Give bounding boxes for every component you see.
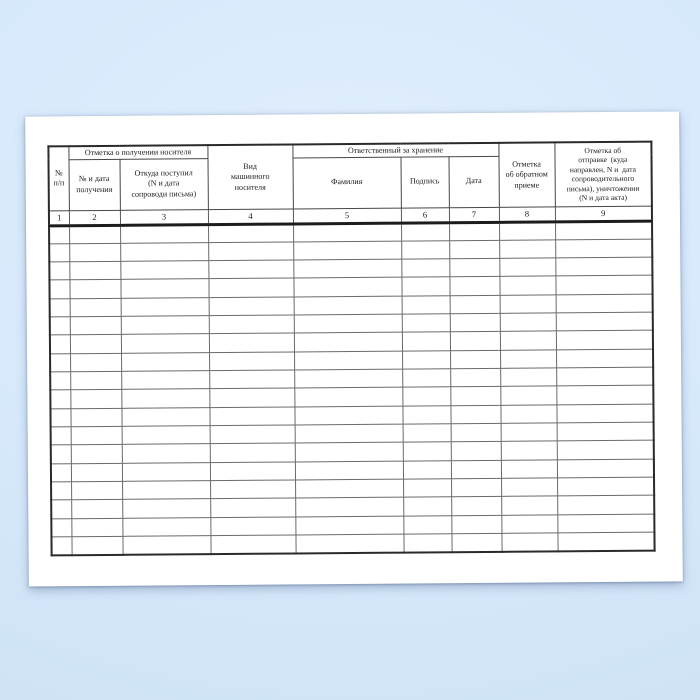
empty-cell	[402, 314, 450, 333]
empty-cell	[293, 278, 401, 297]
empty-cell	[122, 462, 210, 481]
empty-cell	[403, 442, 451, 461]
empty-cell	[50, 317, 70, 335]
empty-cell	[51, 537, 71, 555]
col-header-signature: Подпись	[401, 156, 449, 207]
empty-cell	[294, 314, 402, 333]
empty-cell	[403, 461, 451, 480]
empty-cell	[50, 335, 70, 353]
empty-cell	[295, 461, 403, 480]
empty-cell	[210, 498, 295, 517]
empty-cell	[500, 295, 556, 314]
empty-cell	[70, 335, 121, 354]
empty-cell	[450, 405, 500, 424]
empty-cell	[71, 500, 122, 519]
empty-cell	[121, 352, 209, 371]
empty-cell	[450, 387, 500, 406]
col-header-return-note: Отметка об обратном приеме	[498, 142, 555, 206]
empty-cell	[295, 498, 403, 517]
empty-cell	[450, 295, 500, 314]
col-header-surname: Фамилия	[293, 157, 401, 209]
empty-cell	[501, 496, 557, 515]
empty-cell	[121, 297, 209, 316]
empty-cell	[294, 406, 402, 425]
empty-cell	[500, 405, 556, 424]
col-header-row-number: № п/п	[48, 146, 69, 210]
empty-cell	[70, 353, 121, 372]
empty-cell	[295, 443, 403, 462]
empty-cell	[49, 280, 69, 298]
empty-cell	[402, 351, 450, 370]
empty-cell	[71, 481, 122, 500]
empty-cell	[210, 425, 295, 444]
empty-cell	[403, 479, 451, 498]
empty-cell	[51, 427, 71, 445]
empty-cell	[450, 368, 500, 387]
empty-cell	[501, 460, 557, 479]
empty-cell	[450, 350, 500, 369]
empty-cell	[69, 261, 120, 280]
empty-cell	[120, 261, 208, 280]
empty-cell	[401, 259, 449, 278]
empty-cell	[122, 444, 210, 463]
empty-cell	[210, 535, 295, 554]
empty-cell	[294, 351, 402, 370]
empty-cell	[556, 386, 653, 405]
empty-cell	[557, 441, 654, 460]
empty-cell	[295, 516, 403, 535]
empty-cell	[402, 406, 450, 425]
empty-cell	[121, 334, 209, 353]
col-number-6: 6	[401, 207, 449, 222]
group-header-receipt: Отметка о получении носителя	[68, 145, 207, 159]
empty-cell	[122, 426, 210, 445]
empty-cell	[451, 442, 501, 461]
empty-cell	[209, 315, 294, 334]
empty-cell	[555, 257, 652, 276]
empty-cell	[208, 242, 293, 261]
col-number-3: 3	[120, 209, 208, 225]
empty-cell	[120, 279, 208, 298]
empty-cell	[402, 387, 450, 406]
col-number-5: 5	[293, 208, 401, 224]
empty-cell	[499, 221, 555, 240]
empty-cell	[294, 333, 402, 352]
empty-cell	[122, 536, 210, 555]
empty-cell	[501, 478, 557, 497]
empty-cell	[499, 276, 555, 295]
empty-cell	[51, 445, 71, 463]
empty-cell	[294, 296, 402, 315]
empty-cell	[121, 389, 209, 408]
empty-cell	[402, 332, 450, 351]
empty-cell	[403, 515, 451, 534]
empty-cell	[557, 496, 654, 515]
empty-cell	[295, 534, 403, 553]
col-number-8: 8	[499, 206, 555, 221]
empty-cell	[70, 316, 121, 335]
col-number-4: 4	[208, 208, 293, 224]
empty-cell	[209, 370, 294, 389]
empty-cell	[293, 241, 401, 260]
empty-cell	[451, 478, 501, 497]
empty-cell	[120, 242, 208, 261]
empty-cell	[295, 424, 403, 443]
empty-cell	[49, 262, 69, 280]
empty-cell	[49, 225, 69, 243]
empty-cell	[210, 462, 295, 481]
empty-cell	[556, 404, 653, 423]
empty-cell	[293, 259, 401, 278]
empty-cell	[500, 313, 556, 332]
empty-cell	[122, 499, 210, 518]
empty-cell	[403, 534, 451, 553]
table-row	[51, 532, 654, 555]
empty-cell	[401, 241, 449, 260]
empty-cell	[500, 350, 556, 369]
empty-cell	[209, 333, 294, 352]
empty-cell	[501, 533, 557, 552]
empty-cell	[557, 459, 654, 478]
empty-cell	[122, 481, 210, 500]
empty-cell	[71, 463, 122, 482]
form-body	[49, 221, 655, 556]
col-header-date: Дата	[449, 156, 499, 207]
empty-cell	[501, 423, 557, 442]
empty-cell	[557, 422, 654, 441]
empty-cell	[499, 258, 555, 277]
empty-cell	[50, 409, 70, 427]
empty-cell	[69, 243, 120, 262]
empty-cell	[450, 313, 500, 332]
empty-cell	[557, 477, 654, 496]
empty-cell	[209, 352, 294, 371]
empty-cell	[50, 299, 70, 317]
empty-cell	[556, 312, 653, 331]
col-number-9: 9	[555, 206, 652, 222]
col-header-media-type: Вид машинного носителя	[207, 144, 293, 209]
empty-cell	[209, 407, 294, 426]
empty-cell	[449, 240, 499, 259]
empty-cell	[293, 223, 401, 242]
empty-cell	[402, 296, 450, 315]
empty-cell	[51, 463, 71, 481]
empty-cell	[70, 298, 121, 317]
empty-cell	[69, 225, 120, 244]
empty-cell	[450, 332, 500, 351]
empty-cell	[71, 518, 122, 537]
col-header-receipt-number-date: № и дата получения	[69, 159, 120, 210]
empty-cell	[401, 277, 449, 296]
empty-cell	[500, 331, 556, 350]
empty-cell	[451, 497, 501, 516]
empty-cell	[120, 224, 208, 243]
empty-cell	[210, 443, 295, 462]
empty-cell	[451, 423, 501, 442]
media-log-form-table	[47, 141, 655, 557]
empty-cell	[50, 354, 70, 372]
empty-cell	[51, 500, 71, 518]
empty-cell	[50, 372, 70, 390]
empty-cell	[401, 222, 449, 241]
empty-cell	[209, 297, 294, 316]
empty-cell	[555, 239, 652, 258]
col-header-origin: Откуда поступил (N и дата сопроводи письма)	[119, 158, 207, 210]
empty-cell	[451, 515, 501, 534]
empty-cell	[449, 259, 499, 278]
empty-cell	[208, 260, 293, 279]
empty-cell	[451, 533, 501, 552]
empty-cell	[557, 514, 654, 533]
empty-cell	[449, 277, 499, 296]
empty-cell	[71, 426, 122, 445]
empty-cell	[501, 515, 557, 534]
empty-cell	[70, 408, 121, 427]
empty-cell	[121, 407, 209, 426]
empty-cell	[121, 371, 209, 390]
empty-cell	[71, 536, 122, 555]
empty-cell	[122, 517, 210, 536]
empty-cell	[556, 294, 653, 313]
empty-cell	[500, 368, 556, 387]
empty-cell	[294, 369, 402, 388]
group-header-storage: Ответственный за хранение	[292, 143, 498, 158]
empty-cell	[51, 482, 71, 500]
empty-cell	[294, 388, 402, 407]
empty-cell	[210, 517, 295, 536]
empty-cell	[69, 280, 120, 299]
empty-cell	[208, 223, 293, 242]
empty-cell	[451, 460, 501, 479]
empty-cell	[556, 349, 653, 368]
empty-cell	[209, 388, 294, 407]
empty-cell	[70, 390, 121, 409]
empty-cell	[210, 480, 295, 499]
empty-cell	[70, 371, 121, 390]
empty-cell	[402, 369, 450, 388]
empty-cell	[556, 331, 653, 350]
empty-cell	[49, 244, 69, 262]
empty-cell	[208, 278, 293, 297]
empty-cell	[295, 479, 403, 498]
empty-cell	[555, 276, 652, 295]
empty-cell	[557, 532, 654, 551]
empty-cell	[556, 367, 653, 386]
col-header-dispatch-note: Отметка об отправке (куда направлен, N и дата сопроводительного письма), уничтожении (N и дата акта)	[554, 142, 651, 207]
col-number-2: 2	[69, 210, 120, 225]
empty-cell	[499, 240, 555, 259]
paper-sheet	[25, 111, 683, 586]
empty-cell	[50, 390, 70, 408]
empty-cell	[71, 445, 122, 464]
empty-cell	[500, 386, 556, 405]
empty-cell	[121, 316, 209, 335]
empty-cell	[449, 222, 499, 241]
empty-cell	[555, 221, 652, 240]
col-number-7: 7	[449, 207, 499, 222]
empty-cell	[403, 424, 451, 443]
empty-cell	[501, 441, 557, 460]
empty-cell	[51, 518, 71, 536]
col-number-1: 1	[49, 210, 69, 225]
empty-cell	[403, 497, 451, 516]
